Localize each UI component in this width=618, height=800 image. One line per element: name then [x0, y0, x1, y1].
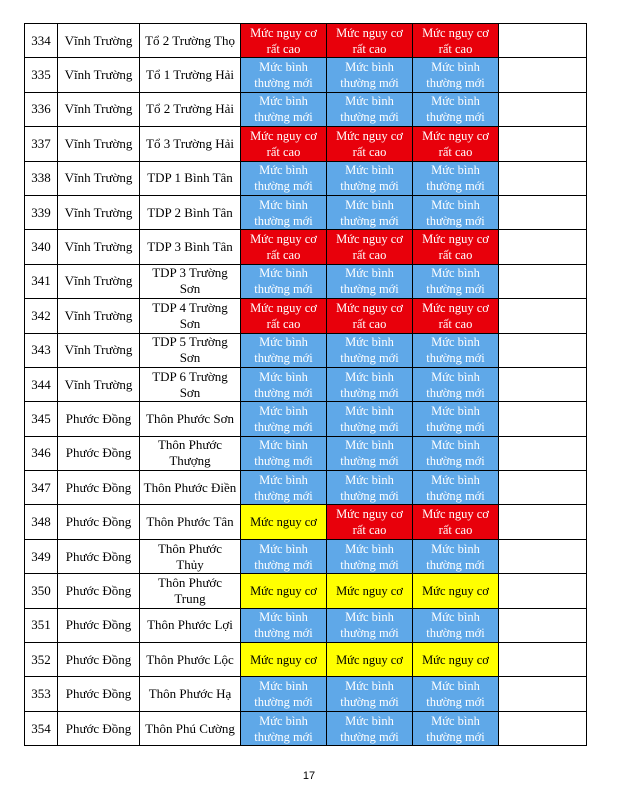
area-cell-text: Tổ 1 Trường Hải [146, 67, 234, 83]
risk-level-cell [327, 161, 413, 195]
risk-level-cell-text: Mức bình thường mới [426, 438, 485, 469]
risk-level-cell [327, 299, 413, 333]
row-number-cell [25, 711, 58, 745]
commune-cell-text: Phước Đồng [65, 582, 132, 598]
risk-level-cell [413, 608, 499, 642]
area-cell-text: Thôn Phước Tân [146, 514, 234, 530]
risk-level-cell-text: Mức bình thường mới [340, 163, 399, 194]
risk-level-cell [327, 230, 413, 264]
commune-cell-text: Phước Đồng [65, 548, 132, 564]
commune-cell [58, 161, 140, 195]
empty-cell [499, 677, 587, 711]
risk-level-cell-text: Mức nguy cơ rất cao [336, 507, 403, 538]
risk-level-cell-text: Mức bình thường mới [340, 472, 399, 503]
risk-level-cell [241, 127, 327, 161]
row-number-cell [25, 643, 58, 677]
commune-cell-text: Phước Đồng [65, 686, 132, 702]
risk-level-cell [241, 436, 327, 470]
risk-level-cell-text: Mức bình thường mới [426, 679, 485, 710]
risk-level-cell-text: Mức bình thường mới [426, 713, 485, 744]
area-cell [140, 643, 241, 677]
commune-cell-text: Vĩnh Trường [64, 135, 133, 151]
risk-level-cell [327, 127, 413, 161]
risk-level-cell [241, 24, 327, 58]
row-number-cell-text: 350 [31, 582, 51, 598]
table-row [25, 299, 587, 333]
risk-level-cell [241, 711, 327, 745]
risk-level-cell [241, 299, 327, 333]
row-number-cell [25, 608, 58, 642]
risk-level-cell-text: Mức nguy cơ rất cao [422, 25, 489, 56]
row-number-cell [25, 230, 58, 264]
area-cell [140, 58, 241, 92]
row-number-cell-text: 352 [31, 651, 51, 667]
commune-cell [58, 230, 140, 264]
area-cell-text: Thôn Phước Điền [143, 479, 237, 495]
table-row [25, 127, 587, 161]
row-number-cell-text: 342 [31, 307, 51, 323]
row-number-cell-text: 354 [31, 720, 51, 736]
row-number-cell [25, 677, 58, 711]
risk-level-cell-text: Mức bình thường mới [254, 197, 313, 228]
risk-level-cell-text: Mức nguy cơ rất cao [422, 300, 489, 331]
risk-level-cell [413, 539, 499, 573]
row-number-cell-text: 337 [31, 135, 51, 151]
risk-level-cell-text: Mức bình thường mới [254, 679, 313, 710]
commune-cell [58, 505, 140, 539]
row-number-cell [25, 299, 58, 333]
area-cell-text: TDP 3 Trường Sơn [152, 265, 228, 297]
risk-level-cell-text: Mức nguy cơ rất cao [250, 232, 317, 263]
risk-level-cell [413, 574, 499, 608]
risk-level-cell [327, 24, 413, 58]
table-row [25, 230, 587, 264]
commune-cell-text: Vĩnh Trường [64, 170, 133, 186]
risk-level-cell [241, 58, 327, 92]
risk-level-cell [327, 436, 413, 470]
commune-cell-text: Vĩnh Trường [64, 101, 133, 117]
empty-cell [499, 333, 587, 367]
area-cell [140, 24, 241, 58]
commune-cell [58, 58, 140, 92]
commune-cell [58, 471, 140, 505]
risk-level-cell-text: Mức bình thường mới [340, 679, 399, 710]
table-row [25, 367, 587, 401]
risk-level-cell [327, 264, 413, 298]
risk-level-cell-text: Mức nguy cơ [336, 652, 403, 667]
risk-level-cell-text: Mức nguy cơ rất cao [422, 128, 489, 159]
empty-cell [499, 367, 587, 401]
empty-cell [499, 299, 587, 333]
row-number-cell [25, 264, 58, 298]
risk-level-cell [413, 677, 499, 711]
commune-cell [58, 92, 140, 126]
area-cell [140, 574, 241, 608]
empty-cell [499, 127, 587, 161]
risk-level-cell [327, 539, 413, 573]
risk-level-cell [327, 677, 413, 711]
risk-level-cell [327, 333, 413, 367]
risk-level-cell [241, 402, 327, 436]
row-number-cell-text: 341 [31, 273, 51, 289]
area-cell-text: Thôn Phước Sơn [146, 410, 234, 426]
row-number-cell-text: 340 [31, 239, 51, 255]
risk-level-cell [241, 230, 327, 264]
risk-level-cell-text: Mức nguy cơ rất cao [250, 300, 317, 331]
risk-level-cell [327, 608, 413, 642]
risk-level-cell [413, 195, 499, 229]
risk-level-cell [413, 24, 499, 58]
area-cell [140, 436, 241, 470]
risk-level-cell-text: Mức bình thường mới [254, 369, 313, 400]
area-cell [140, 161, 241, 195]
row-number-cell-text: 336 [31, 101, 51, 117]
risk-level-cell [327, 471, 413, 505]
commune-cell-text: Phước Đồng [65, 479, 132, 495]
table-row [25, 264, 587, 298]
risk-level-cell-text: Mức bình thường mới [340, 266, 399, 297]
empty-cell [499, 505, 587, 539]
area-cell-text: Tổ 2 Trường Thọ [145, 32, 235, 48]
risk-level-cell [327, 367, 413, 401]
table-row [25, 333, 587, 367]
commune-cell-text: Vĩnh Trường [64, 32, 133, 48]
risk-level-cell [413, 333, 499, 367]
risk-level-cell [413, 264, 499, 298]
risk-level-cell [241, 471, 327, 505]
area-cell [140, 367, 241, 401]
commune-cell-text: Phước Đồng [65, 445, 132, 461]
row-number-cell [25, 58, 58, 92]
risk-level-cell-text: Mức bình thường mới [254, 335, 313, 366]
risk-level-cell [413, 505, 499, 539]
risk-level-cell-text: Mức nguy cơ rất cao [336, 25, 403, 56]
risk-level-cell [241, 505, 327, 539]
commune-cell [58, 436, 140, 470]
table-row [25, 643, 587, 677]
risk-level-cell [413, 161, 499, 195]
commune-cell [58, 333, 140, 367]
empty-cell [499, 92, 587, 126]
commune-cell-text: Vĩnh Trường [64, 307, 133, 323]
row-number-cell-text: 344 [31, 376, 51, 392]
row-number-cell [25, 367, 58, 401]
risk-level-cell [241, 161, 327, 195]
table-row [25, 677, 587, 711]
row-number-cell-text: 334 [31, 32, 51, 48]
empty-cell [499, 195, 587, 229]
risk-level-cell-text: Mức bình thường mới [340, 335, 399, 366]
commune-cell-text: Phước Đồng [65, 514, 132, 530]
row-number-cell [25, 195, 58, 229]
risk-level-cell-text: Mức nguy cơ rất cao [336, 300, 403, 331]
row-number-cell [25, 505, 58, 539]
risk-level-cell [241, 92, 327, 126]
row-number-cell [25, 574, 58, 608]
area-cell-text: TDP 5 Trường Sơn [152, 334, 228, 366]
empty-cell [499, 264, 587, 298]
commune-cell-text: Phước Đồng [65, 720, 132, 736]
row-number-cell [25, 471, 58, 505]
risk-level-cell [241, 574, 327, 608]
commune-cell [58, 402, 140, 436]
row-number-cell-text: 348 [31, 514, 51, 530]
area-cell [140, 299, 241, 333]
row-number-cell-text: 349 [31, 548, 51, 564]
risk-level-cell-text: Mức bình thường mới [340, 403, 399, 434]
table-row [25, 436, 587, 470]
risk-level-cell-text: Mức bình thường mới [254, 60, 313, 91]
risk-level-cell [327, 643, 413, 677]
risk-level-cell [327, 92, 413, 126]
commune-cell [58, 711, 140, 745]
area-cell [140, 333, 241, 367]
commune-cell-text: Phước Đồng [65, 617, 132, 633]
area-cell-text: Thôn Phước Thượng [157, 437, 223, 469]
empty-cell [499, 711, 587, 745]
area-cell [140, 264, 241, 298]
commune-cell-text: Phước Đồng [65, 410, 132, 426]
risk-level-cell-text: Mức bình thường mới [254, 472, 313, 503]
table-row [25, 58, 587, 92]
risk-level-cell-text: Mức nguy cơ rất cao [336, 128, 403, 159]
risk-level-cell-text: Mức bình thường mới [426, 163, 485, 194]
area-cell-text: Thôn Phước Hạ [148, 686, 232, 702]
risk-level-cell-text: Mức bình thường mới [426, 60, 485, 91]
risk-level-cell-text: Mức nguy cơ rất cao [336, 232, 403, 263]
empty-cell [499, 608, 587, 642]
risk-level-cell-text: Mức nguy cơ [250, 515, 317, 530]
page-number: 17 [302, 770, 316, 782]
table-row [25, 608, 587, 642]
empty-cell [499, 574, 587, 608]
risk-level-cell-text: Mức nguy cơ [422, 652, 489, 667]
risk-level-cell-text: Mức bình thường mới [254, 266, 313, 297]
table-row [25, 161, 587, 195]
empty-cell [499, 436, 587, 470]
risk-level-cell-text: Mức bình thường mới [340, 60, 399, 91]
area-cell-text: Thôn Phước Trung [157, 574, 223, 606]
risk-level-cell-text: Mức nguy cơ rất cao [422, 507, 489, 538]
risk-level-cell-text: Mức nguy cơ [250, 583, 317, 598]
table-row [25, 92, 587, 126]
area-cell [140, 127, 241, 161]
commune-cell [58, 643, 140, 677]
table-row [25, 471, 587, 505]
risk-level-cell-text: Mức bình thường mới [254, 541, 313, 572]
commune-cell [58, 195, 140, 229]
row-number-cell-text: 353 [31, 686, 51, 702]
risk-level-cell-text: Mức bình thường mới [254, 163, 313, 194]
empty-cell [499, 24, 587, 58]
risk-level-cell-text: Mức bình thường mới [254, 403, 313, 434]
commune-cell [58, 539, 140, 573]
risk-level-cell [327, 402, 413, 436]
commune-cell-text: Vĩnh Trường [64, 273, 133, 289]
area-cell-text: Thôn Phước Lộc [146, 651, 234, 667]
commune-cell [58, 677, 140, 711]
row-number-cell-text: 338 [31, 170, 51, 186]
row-number-cell [25, 161, 58, 195]
area-cell-text: TDP 1 Bình Tân [147, 170, 233, 186]
risk-level-cell [241, 333, 327, 367]
row-number-cell-text: 346 [31, 445, 51, 461]
risk-level-cell-text: Mức bình thường mới [426, 472, 485, 503]
empty-cell [499, 230, 587, 264]
risk-level-cell-text: Mức bình thường mới [254, 438, 313, 469]
risk-level-cell [413, 643, 499, 677]
risk-level-cell-text: Mức nguy cơ [250, 652, 317, 667]
commune-cell [58, 299, 140, 333]
risk-level-cell [413, 402, 499, 436]
table-row [25, 539, 587, 573]
risk-level-cell [241, 264, 327, 298]
area-cell-text: Tổ 2 Trường Hải [146, 101, 234, 117]
risk-level-cell [241, 539, 327, 573]
risk-level-cell [413, 58, 499, 92]
risk-level-cell-text: Mức nguy cơ rất cao [250, 25, 317, 56]
risk-level-cell-text: Mức bình thường mới [340, 94, 399, 125]
area-cell [140, 195, 241, 229]
risk-level-cell-text: Mức nguy cơ rất cao [422, 232, 489, 263]
document-table-wrapper [24, 23, 587, 746]
risk-level-cell-text: Mức nguy cơ rất cao [250, 128, 317, 159]
risk-level-cell [241, 367, 327, 401]
risk-level-cell-text: Mức bình thường mới [340, 438, 399, 469]
empty-cell [499, 539, 587, 573]
commune-cell-text: Vĩnh Trường [64, 342, 133, 358]
risk-level-cell [241, 643, 327, 677]
commune-cell-text: Vĩnh Trường [64, 204, 133, 220]
row-number-cell [25, 539, 58, 573]
commune-cell-text: Phước Đồng [65, 651, 132, 667]
empty-cell [499, 161, 587, 195]
risk-level-cell [327, 195, 413, 229]
commune-cell [58, 127, 140, 161]
area-cell-text: TDP 4 Trường Sơn [152, 299, 228, 331]
risk-level-cell [327, 505, 413, 539]
risk-level-cell [327, 58, 413, 92]
row-number-cell-text: 335 [31, 67, 51, 83]
risk-level-cell-text: Mức bình thường mới [426, 197, 485, 228]
area-cell [140, 539, 241, 573]
row-number-cell [25, 127, 58, 161]
risk-level-cell [241, 195, 327, 229]
table-body [25, 24, 587, 746]
empty-cell [499, 58, 587, 92]
risk-level-cell-text: Mức bình thường mới [426, 403, 485, 434]
risk-level-table [24, 23, 587, 746]
area-cell [140, 402, 241, 436]
row-number-cell [25, 24, 58, 58]
row-number-cell-text: 339 [31, 204, 51, 220]
area-cell-text: Thôn Phước Thủy [157, 540, 223, 572]
area-cell-text: Tổ 3 Trường Hải [146, 135, 234, 151]
risk-level-cell-text: Mức bình thường mới [340, 541, 399, 572]
risk-level-cell-text: Mức bình thường mới [426, 541, 485, 572]
risk-level-cell [413, 367, 499, 401]
commune-cell [58, 367, 140, 401]
risk-level-cell [241, 677, 327, 711]
area-cell [140, 471, 241, 505]
row-number-cell [25, 402, 58, 436]
row-number-cell-text: 345 [31, 410, 51, 426]
area-cell-text: TDP 6 Trường Sơn [152, 368, 228, 400]
risk-level-cell-text: Mức nguy cơ [422, 583, 489, 598]
risk-level-cell [413, 471, 499, 505]
risk-level-cell-text: Mức nguy cơ [336, 583, 403, 598]
risk-level-cell-text: Mức bình thường mới [340, 369, 399, 400]
area-cell-text: Thôn Phú Cường [145, 720, 235, 736]
risk-level-cell-text: Mức bình thường mới [340, 610, 399, 641]
commune-cell [58, 24, 140, 58]
table-row [25, 574, 587, 608]
risk-level-cell-text: Mức bình thường mới [426, 369, 485, 400]
row-number-cell-text: 343 [31, 342, 51, 358]
risk-level-cell-text: Mức bình thường mới [254, 610, 313, 641]
risk-level-cell [327, 574, 413, 608]
risk-level-cell [413, 92, 499, 126]
empty-cell [499, 643, 587, 677]
empty-cell [499, 402, 587, 436]
risk-level-cell-text: Mức bình thường mới [426, 610, 485, 641]
risk-level-cell [413, 299, 499, 333]
risk-level-cell-text: Mức bình thường mới [426, 266, 485, 297]
risk-level-cell-text: Mức bình thường mới [254, 713, 313, 744]
area-cell-text: TDP 3 Bình Tân [147, 239, 233, 255]
commune-cell [58, 264, 140, 298]
risk-level-cell-text: Mức bình thường mới [426, 94, 485, 125]
commune-cell [58, 608, 140, 642]
table-row [25, 505, 587, 539]
risk-level-cell-text: Mức bình thường mới [426, 335, 485, 366]
row-number-cell-text: 351 [31, 617, 51, 633]
risk-level-cell-text: Mức bình thường mới [340, 197, 399, 228]
commune-cell-text: Vĩnh Trường [64, 376, 133, 392]
risk-level-cell [241, 608, 327, 642]
risk-level-cell [413, 436, 499, 470]
area-cell [140, 230, 241, 264]
table-row [25, 711, 587, 745]
table-row [25, 24, 587, 58]
empty-cell [499, 471, 587, 505]
area-cell [140, 92, 241, 126]
commune-cell-text: Vĩnh Trường [64, 239, 133, 255]
risk-level-cell [327, 711, 413, 745]
area-cell [140, 711, 241, 745]
area-cell-text: TDP 2 Bình Tân [147, 204, 233, 220]
row-number-cell-text: 347 [31, 479, 51, 495]
row-number-cell [25, 92, 58, 126]
risk-level-cell-text: Mức bình thường mới [254, 94, 313, 125]
risk-level-cell-text: Mức bình thường mới [340, 713, 399, 744]
risk-level-cell [413, 230, 499, 264]
area-cell-text: Thôn Phước Lợi [147, 617, 233, 633]
table-row [25, 402, 587, 436]
risk-level-cell [413, 711, 499, 745]
area-cell [140, 505, 241, 539]
table-row [25, 195, 587, 229]
area-cell [140, 608, 241, 642]
commune-cell-text: Vĩnh Trường [64, 67, 133, 83]
commune-cell [58, 574, 140, 608]
area-cell [140, 677, 241, 711]
row-number-cell [25, 333, 58, 367]
risk-level-cell [413, 127, 499, 161]
row-number-cell [25, 436, 58, 470]
